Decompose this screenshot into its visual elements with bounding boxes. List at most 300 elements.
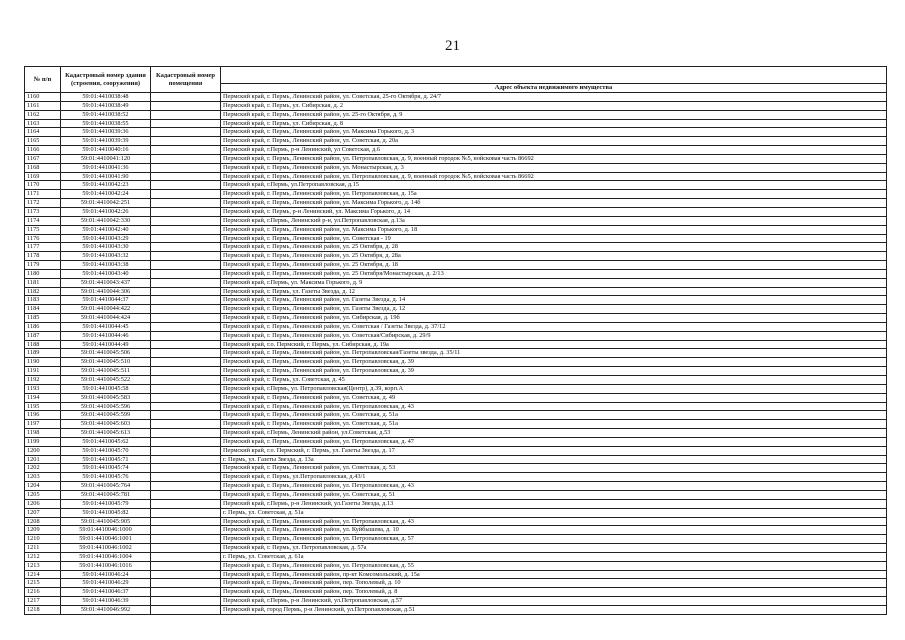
table-row xyxy=(25,137,887,146)
room-cadastral-number xyxy=(151,579,221,588)
table-row xyxy=(25,252,887,261)
row-number: 1173 xyxy=(25,207,61,216)
row-number: 1178 xyxy=(25,252,61,261)
table-row xyxy=(25,110,887,119)
row-number: 1184 xyxy=(25,305,61,314)
table-row xyxy=(25,296,887,305)
table-row xyxy=(25,181,887,190)
cadastral-number: 59:01:4410043:437 xyxy=(61,278,151,287)
room-cadastral-number xyxy=(151,473,221,482)
object-address: г. Пермь, ул. Советская, д. 51а xyxy=(221,508,887,517)
cadastral-number: 59:01:4410043:40 xyxy=(61,269,151,278)
row-number: 1175 xyxy=(25,225,61,234)
header-address-blank xyxy=(221,67,887,84)
row-number: 1171 xyxy=(25,190,61,199)
cadastral-number: 59:01:4410045:74 xyxy=(61,464,151,473)
row-number: 1195 xyxy=(25,402,61,411)
table-row xyxy=(25,437,887,446)
table-row xyxy=(25,508,887,517)
cadastral-number: 59:01:4410046:37 xyxy=(61,588,151,597)
cadastral-number: 59:01:4410045:76 xyxy=(61,473,151,482)
table-body xyxy=(25,93,887,615)
row-number: 1174 xyxy=(25,216,61,225)
room-cadastral-number xyxy=(151,597,221,606)
object-address: Пермский край, г. Пермь, Ленинский район, ул. 25 Октября/Монастырская, д. 2/13 xyxy=(221,269,887,278)
table-row xyxy=(25,305,887,314)
row-number: 1163 xyxy=(25,119,61,128)
object-address: Пермский край, г.о. Пермский, г. Пермь, ул. Газеты Звезда, д. 17 xyxy=(221,446,887,455)
object-address: Пермский край, г. Пермь, Ленинский район, ул. Советская, 25-го Октября, д. 24/7 xyxy=(221,93,887,102)
table-row xyxy=(25,340,887,349)
room-cadastral-number xyxy=(151,588,221,597)
table-row xyxy=(25,411,887,420)
row-number: 1198 xyxy=(25,429,61,438)
cadastral-number: 59:01:4410040:16 xyxy=(61,146,151,155)
cadastral-number: 59:01:4410045:599 xyxy=(61,411,151,420)
room-cadastral-number xyxy=(151,358,221,367)
object-address: Пермский край, г. Пермь, Ленинский район, ул. Монастырская, д. 3 xyxy=(221,163,887,172)
table-row xyxy=(25,322,887,331)
object-address: Пермский край, г. Пермь, Ленинский район, ул. Петропавловская, д. 43 xyxy=(221,402,887,411)
cadastral-number: 59:01:4410044:45 xyxy=(61,322,151,331)
cadastral-number: 59:01:4410042:24 xyxy=(61,190,151,199)
cadastral-number: 59:01:4410045:79 xyxy=(61,499,151,508)
room-cadastral-number xyxy=(151,455,221,464)
object-address: Пермский край, г. Пермь, Ленинский район, ул. 25 Октября, д. 28 xyxy=(221,243,887,252)
row-number: 1202 xyxy=(25,464,61,473)
object-address: Пермский край, г. Пермь, Ленинский район, ул. 25 Октября, д. 18 xyxy=(221,261,887,270)
row-number: 1218 xyxy=(25,605,61,614)
table-row xyxy=(25,331,887,340)
object-address: Пермский край, г. Пермь, Ленинский район, ул. Петропавловская, д. 43 xyxy=(221,517,887,526)
object-address: Пермский край, г. Пермь, Ленинский район, ул. Советская/Сибирская, д. 29/9 xyxy=(221,331,887,340)
header-address: Адрес объекта недвижимого имущества xyxy=(221,84,887,93)
room-cadastral-number xyxy=(151,349,221,358)
row-number: 1204 xyxy=(25,482,61,491)
cadastral-number: 59:01:4410041:120 xyxy=(61,154,151,163)
table-row xyxy=(25,278,887,287)
object-address: Пермский край, г. Пермь, Ленинский район, ул. Максима Горького, д. 14б xyxy=(221,199,887,208)
table-row xyxy=(25,172,887,181)
room-cadastral-number xyxy=(151,101,221,110)
row-number: 1160 xyxy=(25,93,61,102)
room-cadastral-number xyxy=(151,190,221,199)
cadastral-number: 59:01:4410046:1004 xyxy=(61,552,151,561)
row-number: 1182 xyxy=(25,287,61,296)
row-number: 1190 xyxy=(25,358,61,367)
cadastral-number: 59:01:4410045:510 xyxy=(61,358,151,367)
row-number: 1211 xyxy=(25,544,61,553)
table-row xyxy=(25,349,887,358)
table-row xyxy=(25,464,887,473)
table-row xyxy=(25,376,887,385)
cadastral-number: 59:01:4410039:36 xyxy=(61,128,151,137)
room-cadastral-number xyxy=(151,429,221,438)
cadastral-number: 59:01:4410046:24 xyxy=(61,570,151,579)
object-address: Пермский край, г. Пермь, Ленинский район, ул. Советская, д. 51а xyxy=(221,420,887,429)
table-row xyxy=(25,261,887,270)
table-row xyxy=(25,544,887,553)
row-number: 1183 xyxy=(25,296,61,305)
cadastral-number: 59:01:4410045:603 xyxy=(61,420,151,429)
room-cadastral-number xyxy=(151,464,221,473)
cadastral-number: 59:01:4410044:46 xyxy=(61,331,151,340)
table-row xyxy=(25,314,887,323)
object-address: Пермский край, г. Пермь, Ленинский район, ул. Петропавловская, д. 15а xyxy=(221,190,887,199)
room-cadastral-number xyxy=(151,376,221,385)
room-cadastral-number xyxy=(151,570,221,579)
header-room: Кадастровый номер помещения xyxy=(151,67,221,93)
object-address: Пермский край, г. Пермь, Ленинский район, ул. Петропавловская, д. 9, военный городок №5, войсковая часть 86692 xyxy=(221,172,887,181)
cadastral-number: 59:01:4410038:52 xyxy=(61,110,151,119)
cadastral-number: 59:01:4410045:62 xyxy=(61,437,151,446)
room-cadastral-number xyxy=(151,420,221,429)
cadastral-number: 59:01:4410046:1002 xyxy=(61,544,151,553)
page-number: 21 xyxy=(445,38,460,54)
row-number: 1199 xyxy=(25,437,61,446)
object-address: Пермский край, г. Пермь, Ленинский район, ул. Советская, д. 49 xyxy=(221,393,887,402)
row-number: 1189 xyxy=(25,349,61,358)
table-row xyxy=(25,517,887,526)
room-cadastral-number xyxy=(151,146,221,155)
row-number: 1205 xyxy=(25,490,61,499)
table-row xyxy=(25,473,887,482)
table-row xyxy=(25,570,887,579)
table-row xyxy=(25,429,887,438)
object-address: Пермский край, г.Пермь, р-н Ленинский, ул.Газеты Звезда, д.13 xyxy=(221,499,887,508)
table-row xyxy=(25,490,887,499)
table-row xyxy=(25,199,887,208)
row-number: 1192 xyxy=(25,376,61,385)
cadastral-number: 59:01:4410042:23 xyxy=(61,181,151,190)
row-number: 1212 xyxy=(25,552,61,561)
row-number: 1162 xyxy=(25,110,61,119)
table-row xyxy=(25,552,887,561)
cadastral-number: 59:01:4410045:82 xyxy=(61,508,151,517)
object-address: Пермский край, г.Пермь, р-н Ленинский, ул.Петропавловская, д.57 xyxy=(221,597,887,606)
cadastral-number: 59:01:4410038:49 xyxy=(61,101,151,110)
room-cadastral-number xyxy=(151,605,221,614)
room-cadastral-number xyxy=(151,411,221,420)
room-cadastral-number xyxy=(151,225,221,234)
room-cadastral-number xyxy=(151,561,221,570)
cadastral-number: 59:01:4410044:49 xyxy=(61,340,151,349)
table-row xyxy=(25,579,887,588)
object-address: Пермский край, г. Пермь, Ленинский район, ул. Советская / Газеты Звезда, д. 37/12 xyxy=(221,322,887,331)
object-address: Пермский край, г. Пермь, Ленинский район, ул. Газеты Звезда, д. 14 xyxy=(221,296,887,305)
cadastral-number: 59:01:4410045:596 xyxy=(61,402,151,411)
table-row xyxy=(25,93,887,102)
row-number: 1193 xyxy=(25,384,61,393)
object-address: Пермский край, г. Пермь, р-н Ленинский, ул. Максима Горького, д. 14 xyxy=(221,207,887,216)
cadastral-number: 59:01:4410044:37 xyxy=(61,296,151,305)
table-row xyxy=(25,128,887,137)
header-num: № п/п xyxy=(25,67,61,93)
table-row xyxy=(25,482,887,491)
object-address: Пермский край, г. Пермь, Ленинский район, ул. Советская, д. 53 xyxy=(221,464,887,473)
cadastral-number: 59:01:4410045:511 xyxy=(61,367,151,376)
object-address: Пермский край, город Пермь, р-н Ленинский, ул.Петропавловская, д.51 xyxy=(221,605,887,614)
object-address: Пермский край, г. Пермь, Ленинский район, ул. Петропавловская, д. 9, военный городок №5, войсковая часть 86692 xyxy=(221,154,887,163)
row-number: 1164 xyxy=(25,128,61,137)
object-address: Пермский край, г. Пермь, Ленинский район, ул. Максима Горького, д. 3 xyxy=(221,128,887,137)
table-row xyxy=(25,446,887,455)
object-address: г. Пермь, ул. Советская, д. 61а xyxy=(221,552,887,561)
cadastral-number: 59:01:4410043:38 xyxy=(61,261,151,270)
room-cadastral-number xyxy=(151,207,221,216)
object-address: Пермский край, г. Пермь, Ленинский район, ул. Куйбышева, д. 10 xyxy=(221,526,887,535)
room-cadastral-number xyxy=(151,393,221,402)
table-row xyxy=(25,119,887,128)
row-number: 1161 xyxy=(25,101,61,110)
room-cadastral-number xyxy=(151,340,221,349)
table-row xyxy=(25,455,887,464)
row-number: 1216 xyxy=(25,588,61,597)
room-cadastral-number xyxy=(151,535,221,544)
room-cadastral-number xyxy=(151,128,221,137)
object-address: Пермский край, г.о. Пермский, г. Пермь, ул. Сибирская, д. 19а xyxy=(221,340,887,349)
cadastral-number: 59:01:4410045:522 xyxy=(61,376,151,385)
row-number: 1185 xyxy=(25,314,61,323)
cadastral-number: 59:01:4410045:58 xyxy=(61,384,151,393)
object-address: Пермский край, г. Пермь, Ленинский район, ул. Петропавловская, д. 47 xyxy=(221,437,887,446)
room-cadastral-number xyxy=(151,181,221,190)
cadastral-number: 59:01:4410044:306 xyxy=(61,287,151,296)
room-cadastral-number xyxy=(151,243,221,252)
row-number: 1181 xyxy=(25,278,61,287)
table-row xyxy=(25,605,887,614)
room-cadastral-number xyxy=(151,137,221,146)
table-row xyxy=(25,535,887,544)
row-number: 1168 xyxy=(25,163,61,172)
room-cadastral-number xyxy=(151,110,221,119)
room-cadastral-number xyxy=(151,278,221,287)
row-number: 1217 xyxy=(25,597,61,606)
row-number: 1210 xyxy=(25,535,61,544)
cadastral-number: 59:01:4410046:992 xyxy=(61,605,151,614)
cadastral-number: 59:01:4410043:32 xyxy=(61,252,151,261)
cadastral-number: 59:01:4410043:30 xyxy=(61,243,151,252)
room-cadastral-number xyxy=(151,499,221,508)
object-address: г. Пермь, ул. Газеты Звезда, д. 13а xyxy=(221,455,887,464)
row-number: 1188 xyxy=(25,340,61,349)
table-row xyxy=(25,588,887,597)
row-number: 1186 xyxy=(25,322,61,331)
room-cadastral-number xyxy=(151,322,221,331)
room-cadastral-number xyxy=(151,93,221,102)
row-number: 1196 xyxy=(25,411,61,420)
row-number: 1200 xyxy=(25,446,61,455)
object-address: Пермский край, г. Пермь, Ленинский район, ул. Петропавловская, д. 57 xyxy=(221,535,887,544)
object-address: Пермский край, г.Пермь, Ленинский район, ул.Советская, д.53 xyxy=(221,429,887,438)
room-cadastral-number xyxy=(151,119,221,128)
row-number: 1167 xyxy=(25,154,61,163)
row-number: 1215 xyxy=(25,579,61,588)
object-address: Пермский край, г. Пермь, Ленинский район, ул. Советская, д. 51 xyxy=(221,490,887,499)
cadastral-number: 59:01:4410045:905 xyxy=(61,517,151,526)
table-row xyxy=(25,367,887,376)
object-address: Пермский край, г. Пермь, Ленинский район, ул. Петропавловская, д. 39 xyxy=(221,358,887,367)
room-cadastral-number xyxy=(151,296,221,305)
object-address: Пермский край, г. Пермь, Ленинский район, ул. Петропавловская/Газеты звезда, д. 35/11 xyxy=(221,349,887,358)
row-number: 1179 xyxy=(25,261,61,270)
cadastral-number: 59:01:4410042:40 xyxy=(61,225,151,234)
cadastral-number: 59:01:4410045:506 xyxy=(61,349,151,358)
row-number: 1177 xyxy=(25,243,61,252)
room-cadastral-number xyxy=(151,367,221,376)
cadastral-number: 59:01:4410042:251 xyxy=(61,199,151,208)
table-row xyxy=(25,216,887,225)
room-cadastral-number xyxy=(151,269,221,278)
object-address: Пермский край, г. Пермь, Ленинский район, ул. 25 Октября, д. 28а xyxy=(221,252,887,261)
room-cadastral-number xyxy=(151,384,221,393)
room-cadastral-number xyxy=(151,544,221,553)
row-number: 1169 xyxy=(25,172,61,181)
cadastral-number: 59:01:4410045:583 xyxy=(61,393,151,402)
table-row xyxy=(25,154,887,163)
object-address: Пермский край, г. Пермь, Ленинский район, пер. Тополевый, д. 10 xyxy=(221,579,887,588)
table-row xyxy=(25,393,887,402)
table-row xyxy=(25,499,887,508)
cadastral-number: 59:01:4410045:70 xyxy=(61,446,151,455)
table-row xyxy=(25,597,887,606)
row-number: 1207 xyxy=(25,508,61,517)
cadastral-number: 59:01:4410041:36 xyxy=(61,163,151,172)
room-cadastral-number xyxy=(151,199,221,208)
row-number: 1197 xyxy=(25,420,61,429)
row-number: 1191 xyxy=(25,367,61,376)
cadastral-number: 59:01:4410045:613 xyxy=(61,429,151,438)
object-address: Пермский край, г. Пермь, Ленинский район, ул. Советская, д. 51а xyxy=(221,411,887,420)
room-cadastral-number xyxy=(151,517,221,526)
row-number: 1201 xyxy=(25,455,61,464)
room-cadastral-number xyxy=(151,526,221,535)
row-number: 1172 xyxy=(25,199,61,208)
table-row xyxy=(25,243,887,252)
object-address: Пермский край, г. Пермь, Ленинский район, пер. Тополевый, д. 8 xyxy=(221,588,887,597)
table-row xyxy=(25,358,887,367)
registry-table xyxy=(24,66,887,615)
header-cadastral: Кадастровый номер здания (строения, сооружения) xyxy=(61,67,151,93)
object-address: Пермский край, г. Пермь, Ленинский район, ул. Петропавловская, д. 55 xyxy=(221,561,887,570)
table-row xyxy=(25,287,887,296)
cadastral-number: 59:01:4410038:48 xyxy=(61,93,151,102)
table-row xyxy=(25,207,887,216)
object-address: Пермский край, г. Пермь, ул. Сибирская, д. 2 xyxy=(221,101,887,110)
room-cadastral-number xyxy=(151,490,221,499)
room-cadastral-number xyxy=(151,482,221,491)
table-row xyxy=(25,163,887,172)
table-row xyxy=(25,526,887,535)
table-row xyxy=(25,561,887,570)
room-cadastral-number xyxy=(151,154,221,163)
cadastral-number: 59:01:4410046:1000 xyxy=(61,526,151,535)
row-number: 1206 xyxy=(25,499,61,508)
cadastral-number: 59:01:4410039:39 xyxy=(61,137,151,146)
object-address: Пермский край, г. Пермь, Ленинский район, ул. Газеты Звезда, д. 12 xyxy=(221,305,887,314)
room-cadastral-number xyxy=(151,261,221,270)
object-address: Пермский край, г.Пермь, ул. Максима Горького, д. 9 xyxy=(221,278,887,287)
row-number: 1170 xyxy=(25,181,61,190)
table-row xyxy=(25,234,887,243)
object-address: Пермский край, г. Пермь, Ленинский район, пр-кт Комсомольский, д. 15а xyxy=(221,570,887,579)
cadastral-number: 59:01:4410045:764 xyxy=(61,482,151,491)
cadastral-number: 59:01:4410043:29 xyxy=(61,234,151,243)
table-row xyxy=(25,402,887,411)
table-row xyxy=(25,146,887,155)
object-address: Пермский край, г. Пермь, ул. Сибирская, д. 8 xyxy=(221,119,887,128)
object-address: Пермский край, г. Пермь, ул. Советская, д. 45 xyxy=(221,376,887,385)
row-number: 1165 xyxy=(25,137,61,146)
row-number: 1203 xyxy=(25,473,61,482)
room-cadastral-number xyxy=(151,234,221,243)
table-row xyxy=(25,384,887,393)
object-address: Пермский край, г. Пермь, Ленинский район, ул. Петропавловская, д. 39 xyxy=(221,367,887,376)
room-cadastral-number xyxy=(151,508,221,517)
room-cadastral-number xyxy=(151,163,221,172)
table-row xyxy=(25,101,887,110)
room-cadastral-number xyxy=(151,552,221,561)
object-address: Пермский край, г. Пермь, ул. Петропавловская, д. 57а xyxy=(221,544,887,553)
row-number: 1213 xyxy=(25,561,61,570)
cadastral-number: 59:01:4410045:781 xyxy=(61,490,151,499)
cadastral-number: 59:01:4410045:71 xyxy=(61,455,151,464)
room-cadastral-number xyxy=(151,446,221,455)
room-cadastral-number xyxy=(151,314,221,323)
cadastral-number: 59:01:4410046:29 xyxy=(61,579,151,588)
room-cadastral-number xyxy=(151,402,221,411)
object-address: Пермский край, г. Пермь, Ленинский район, ул. Петропавловская, д. 43 xyxy=(221,482,887,491)
row-number: 1214 xyxy=(25,570,61,579)
row-number: 1208 xyxy=(25,517,61,526)
object-address: Пермский край, г. Пермь, ул.Петропавловская, д.43/1 xyxy=(221,473,887,482)
cadastral-number: 59:01:4410046:1016 xyxy=(61,561,151,570)
room-cadastral-number xyxy=(151,172,221,181)
row-number: 1176 xyxy=(25,234,61,243)
room-cadastral-number xyxy=(151,331,221,340)
room-cadastral-number xyxy=(151,305,221,314)
row-number: 1194 xyxy=(25,393,61,402)
row-number: 1209 xyxy=(25,526,61,535)
table-row xyxy=(25,420,887,429)
room-cadastral-number xyxy=(151,287,221,296)
object-address: Пермский край, г.Пермь, р-н Ленинский, ул Советская, д.6 xyxy=(221,146,887,155)
table-row xyxy=(25,269,887,278)
cadastral-number: 59:01:4410041:90 xyxy=(61,172,151,181)
table-row xyxy=(25,225,887,234)
cadastral-number: 59:01:4410046:39 xyxy=(61,597,151,606)
object-address: Пермский край, г. Пермь, Ленинский район, ул. Советская, д. 20а xyxy=(221,137,887,146)
cadastral-number: 59:01:4410046:1001 xyxy=(61,535,151,544)
room-cadastral-number xyxy=(151,252,221,261)
object-address: Пермский край, г. Пермь, Ленинский район, ул. Сибирская, д. 19б xyxy=(221,314,887,323)
row-number: 1187 xyxy=(25,331,61,340)
room-cadastral-number xyxy=(151,437,221,446)
cadastral-number: 59:01:4410038:55 xyxy=(61,119,151,128)
cadastral-number: 59:01:4410042:330 xyxy=(61,216,151,225)
object-address: Пермский край, г.Пермь, ул.Петропавловская, д.15 xyxy=(221,181,887,190)
cadastral-number: 59:01:4410042:26 xyxy=(61,207,151,216)
cadastral-number: 59:01:4410044:424 xyxy=(61,314,151,323)
object-address: Пермский край, г. Пермь, Ленинский район, ул. Советская - 19 xyxy=(221,234,887,243)
object-address: Пермский край, г. Пермь, Ленинский район, ул. 25-го Октября, д. 9 xyxy=(221,110,887,119)
object-address: Пермский край, г.Пермь, Ленинский р-н, ул.Петропавловская, д.13а xyxy=(221,216,887,225)
row-number: 1180 xyxy=(25,269,61,278)
cadastral-number: 59:01:4410044:422 xyxy=(61,305,151,314)
table-row xyxy=(25,190,887,199)
object-address: Пермский край, г.Пермь, ул. Петропавловская(Центр), д.39, корп.А xyxy=(221,384,887,393)
row-number: 1166 xyxy=(25,146,61,155)
